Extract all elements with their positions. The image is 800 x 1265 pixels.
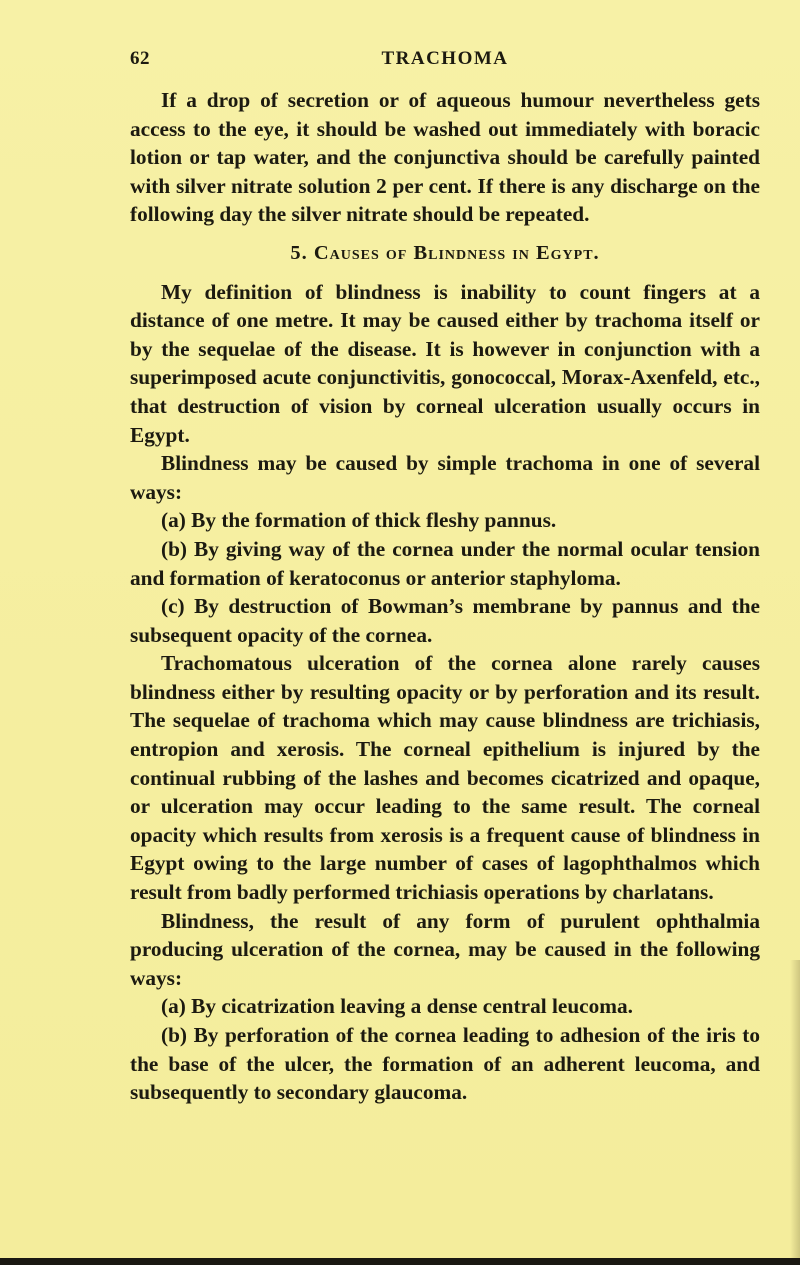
paragraph-definition: My definition of blindness is inability to count fingers at a distance of one metre. It may be caused either by trachoma itself or by the sequelae of the disease. It is however in conjunction with a superimposed acute conjunctivitis, gonococcal, Morax-Axenfeld, etc., that destruction of vision by corneal ulceration usually occurs in Egypt. [130,279,760,447]
section-heading: 5. Causes of Blindness in Egypt. [290,241,600,264]
paragraph-ulceration: Trachomatous ulceration of the cornea alone rarely causes blindness either by resulting opacity or by perforation and its result. The sequelae of trachoma which may cause blindness are trichiasis, entropion and xerosis. The corneal epithelium is injured by the continual rubbing of the lashes and becomes cicatrized and opaque, or ulceration may occur leading to the same result. The corneal opacity which results from xerosis is a frequent cause of blindness in Egypt owing to the large number of cases of lagophthalmos which result from badly performed trichiasis operations by charlatans. [130,651,760,905]
list-item-b-perforation: (b) By perforation of the cornea leading to adhesion of the iris to the base of the ulcer, the formation of an adherent leucoma, and subsequently to secondary glaucoma. [130,1023,760,1105]
running-title: TRACHOMA [381,48,509,69]
list-item-a-cicatrization: (a) By cicatrization leaving a dense central leucoma. [161,994,633,1019]
list-item-b-cornea: (b) By giving way of the cornea under the normal ocular tension and formation of keratoconus or anterior staphyloma. [130,536,760,590]
paragraph-simple-trachoma: Blindness may be caused by simple trachoma in one of several ways: [130,451,760,504]
paragraph-purulent: Blindness, the result of any form of purulent ophthalmia producing ulceration of the cornea, may be caused in the following ways: [130,908,760,990]
page-header [130,48,760,74]
page-edge-shadow [790,960,800,1265]
bottom-edge-rule [0,1258,800,1265]
page-number: 62 [130,48,150,69]
paragraph-secretion: If a drop of secretion or of aqueous humour nevertheless gets access to the eye, it should be washed out immediately with boracic lotion or tap water, and the conjunctiva should be carefully painted with silver nitrate solution 2 per cent. If there is any discharge on the following day the silver nitrate should be repeated. [130,88,760,227]
body-text [130,86,760,1107]
list-item-c-bowman: (c) By destruction of Bowman’s membrane by pannus and the subsequent opacity of the cornea. [130,594,760,647]
list-item-a-pannus: (a) By the formation of thick fleshy pannus. [161,508,557,533]
